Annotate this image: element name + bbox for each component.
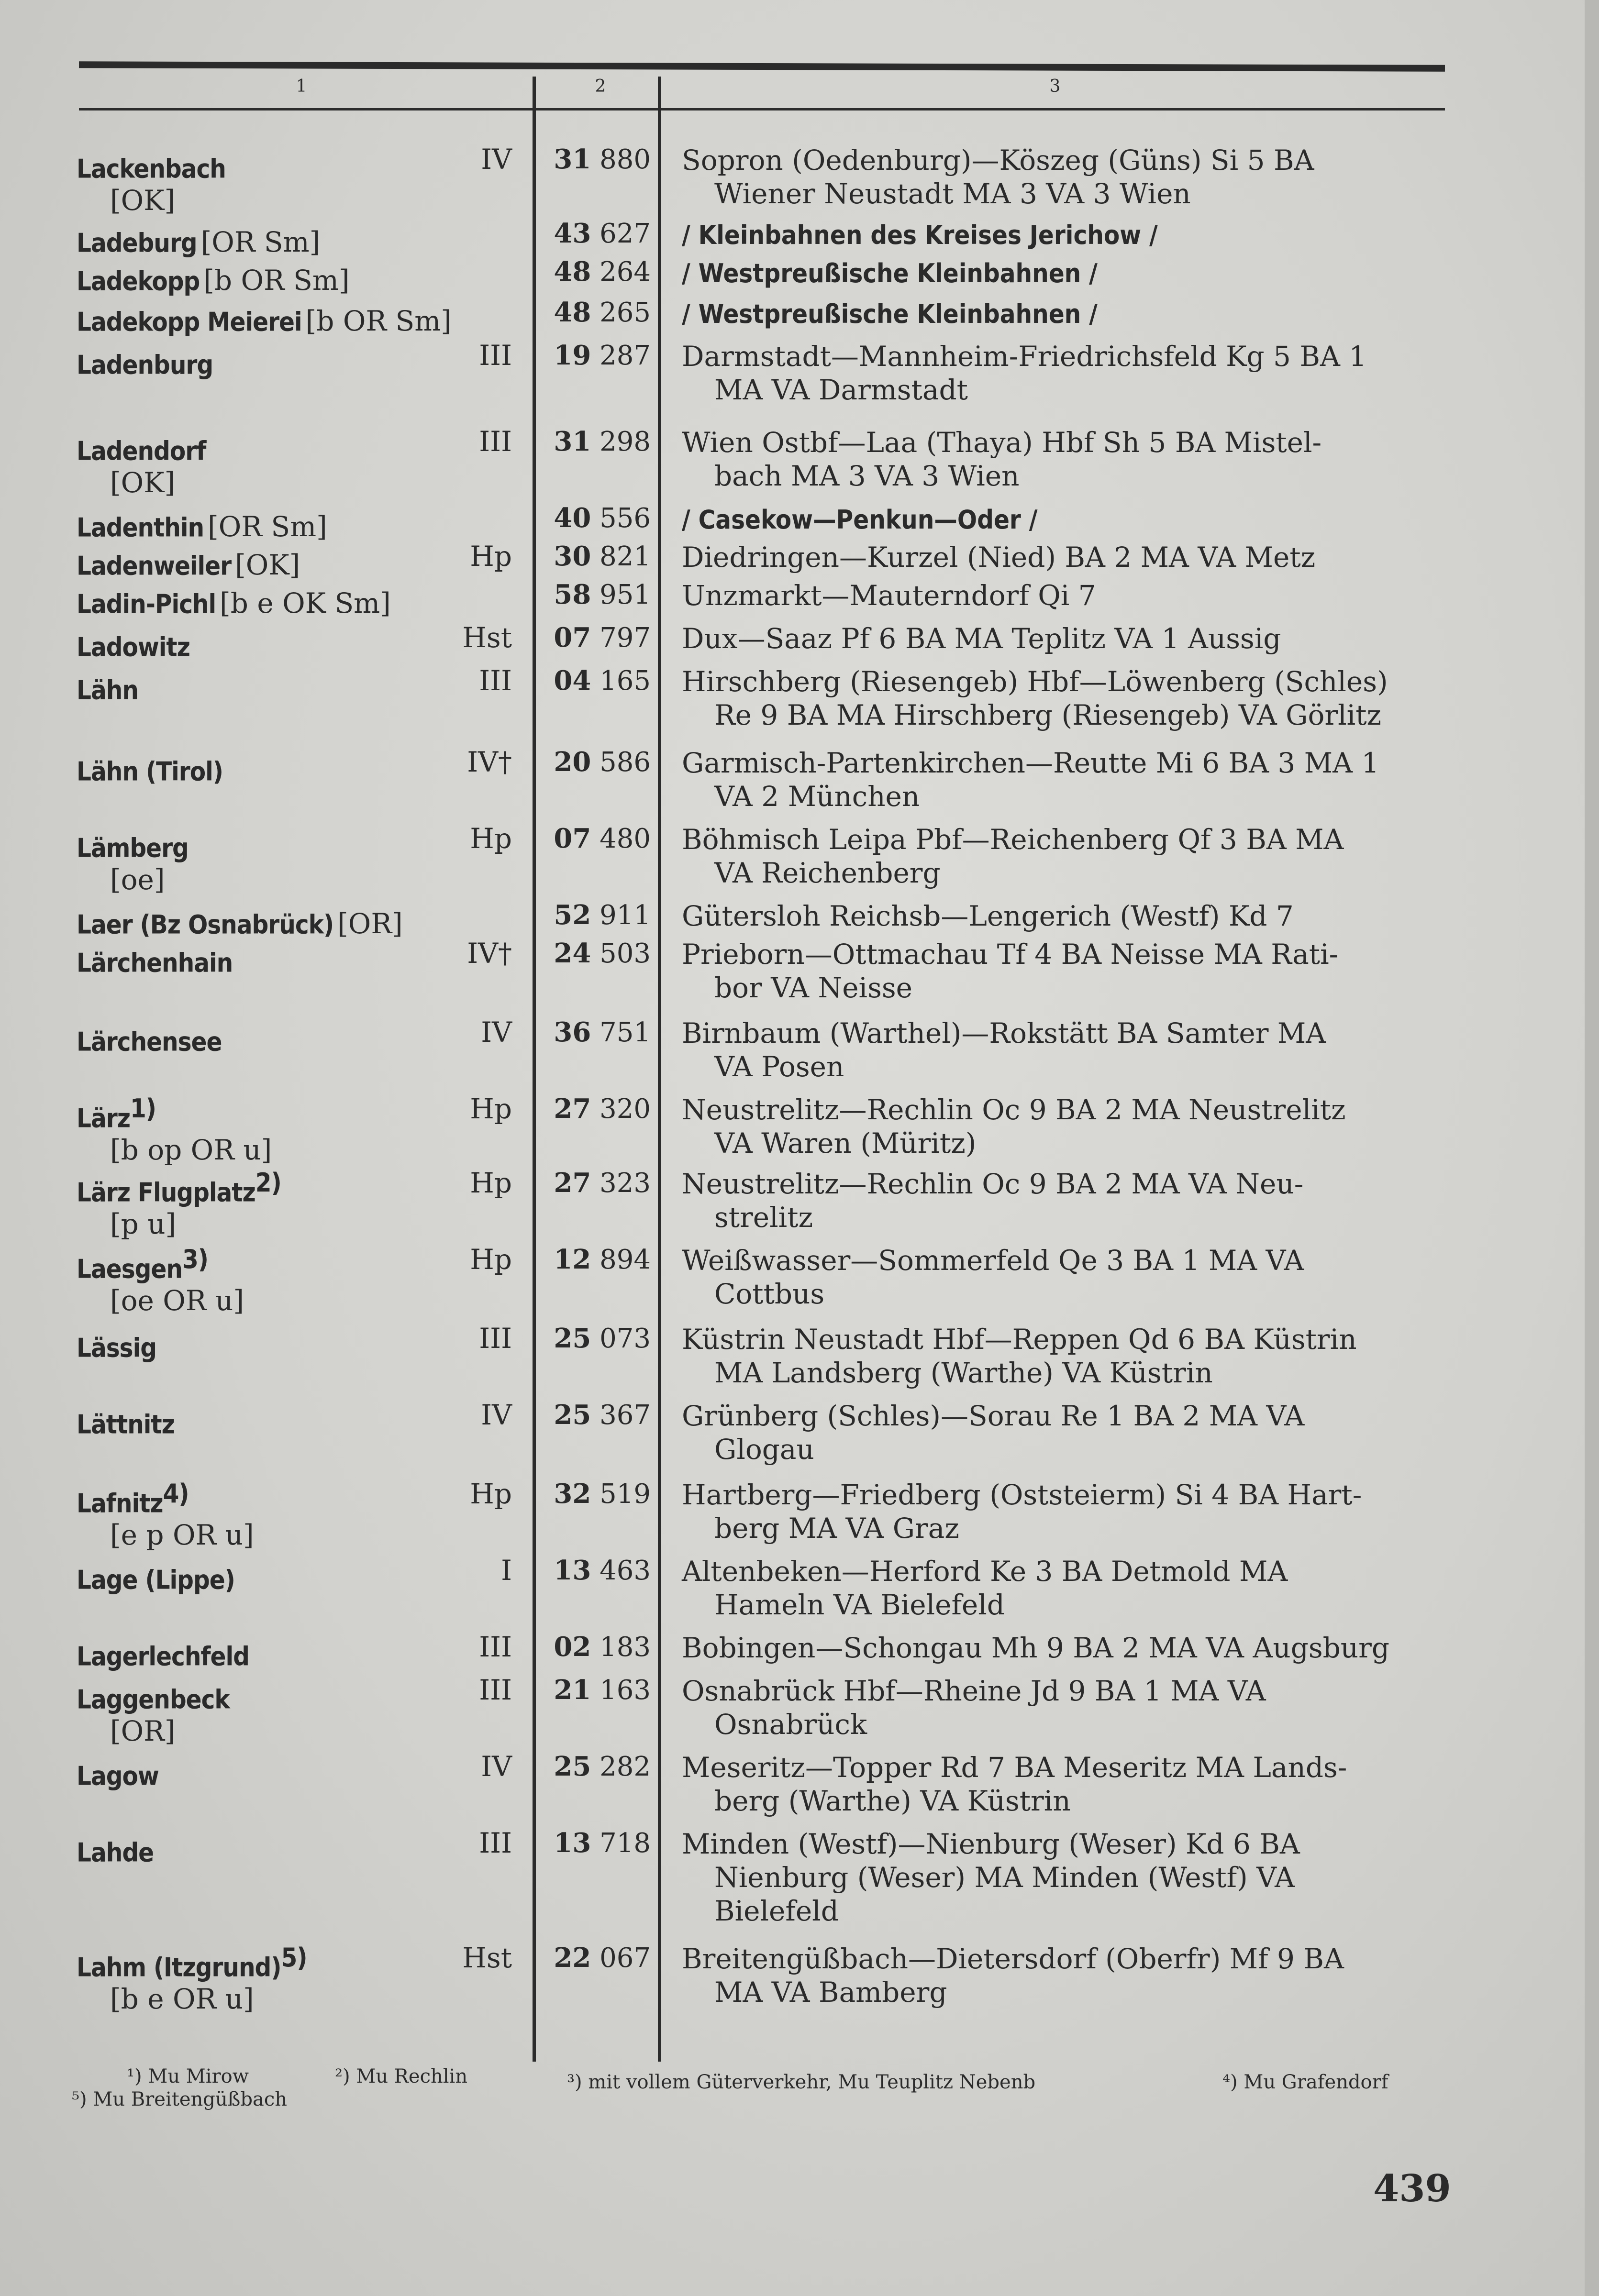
station-number	[545, 502, 651, 534]
station-number	[545, 541, 651, 573]
station-number	[545, 218, 651, 250]
station-name: Lärchensee	[77, 1027, 222, 1057]
station-number	[545, 144, 651, 176]
station-number-suffix: 367	[600, 1400, 651, 1431]
station-name: Lärchenhain	[77, 948, 233, 978]
station-category: IV†	[467, 746, 512, 778]
station-category: III	[479, 339, 512, 372]
station-number-prefix: 32	[554, 1478, 591, 1510]
station-number	[545, 823, 651, 855]
station-number-prefix: 43	[554, 218, 591, 249]
station-number-suffix: 751	[600, 1017, 651, 1048]
station-cell	[77, 1555, 526, 1596]
station-cell	[77, 579, 526, 620]
footnote-1: ¹) Mu Mirow	[127, 2065, 249, 2087]
station-number-suffix: 265	[600, 297, 651, 328]
station-name: Lafnitz	[77, 1488, 163, 1519]
station-number-suffix: 951	[600, 579, 651, 610]
station-number-prefix: 31	[554, 144, 591, 175]
route-line: VA Posen	[714, 1050, 844, 1083]
route-line: MA VA Darmstadt	[714, 374, 968, 406]
station-name: Ladowitz	[77, 632, 190, 662]
station-number-suffix: 323	[600, 1168, 651, 1199]
station-tag: [b op OR u]	[110, 1134, 272, 1167]
route-description	[682, 1827, 1447, 1928]
station-number-prefix: 07	[554, 823, 591, 854]
station-cell	[77, 256, 526, 297]
station-number-suffix: 519	[600, 1479, 651, 1510]
station-name: Ladin-Pichl	[77, 589, 216, 619]
route-description	[682, 665, 1447, 732]
station-number-suffix: 480	[600, 823, 651, 854]
station-number-prefix: 24	[554, 938, 591, 969]
route-line: VA 2 München	[714, 780, 920, 813]
station-name: Lackenbach	[77, 154, 226, 184]
station-category: IV†	[467, 937, 512, 970]
route-line: / Casekow—Penkun—Oder /	[682, 505, 1038, 535]
station-number-prefix: 12	[554, 1244, 591, 1275]
route-line: Hameln VA Bielefeld	[714, 1589, 1005, 1621]
station-number	[545, 622, 651, 654]
station-category: Hp	[470, 540, 512, 573]
station-number-suffix: 073	[600, 1323, 651, 1354]
footnote-marker: 3)	[182, 1244, 208, 1274]
station-tag: [e p OR u]	[110, 1519, 254, 1552]
station-cell	[77, 144, 526, 216]
station-number-prefix: 27	[554, 1093, 591, 1125]
station-number-prefix: 52	[554, 899, 591, 931]
route-description	[682, 1244, 1447, 1311]
station-number	[545, 256, 651, 288]
route-description	[682, 746, 1447, 813]
station-cell	[77, 1942, 526, 2015]
route-line: Gütersloh Reichsb—Lengerich (Westf) Kd 7	[682, 900, 1294, 932]
station-number-suffix: 797	[600, 622, 651, 653]
station-cell	[77, 622, 526, 663]
station-number-suffix: 320	[600, 1093, 651, 1125]
station-number	[545, 746, 651, 778]
station-number	[545, 297, 651, 329]
station-number-suffix: 165	[600, 665, 651, 696]
route-description	[682, 426, 1447, 493]
route-line: / Westpreußische Kleinbahnen /	[682, 299, 1098, 329]
route-line: Neustrelitz—Rechlin Oc 9 BA 2 MA VA Neu-	[682, 1168, 1304, 1200]
footnote-4: ⁴) Mu Grafendorf	[1222, 2071, 1388, 2093]
station-category: IV	[481, 143, 512, 176]
station-name: Ladekopp	[77, 266, 200, 297]
station-cell	[77, 899, 526, 940]
header-col3: 3	[1049, 77, 1061, 96]
route-description	[682, 541, 1447, 574]
route-description	[682, 1478, 1447, 1545]
station-tag: [b e OK Sm]	[220, 587, 391, 620]
route-line: berg MA VA Graz	[714, 1512, 959, 1545]
station-category: III	[479, 1827, 512, 1859]
route-line: Wiener Neustadt MA 3 VA 3 Wien	[714, 177, 1191, 210]
station-number	[545, 1942, 651, 1974]
station-cell	[77, 823, 526, 895]
station-cell	[77, 1016, 526, 1058]
route-line: Hartberg—Friedberg (Oststeierm) Si 4 BA Hart-	[682, 1479, 1362, 1511]
station-number-prefix: 48	[554, 256, 591, 287]
station-category: I	[501, 1554, 512, 1587]
station-tag: [OR Sm]	[200, 226, 321, 259]
station-name: Lättnitz	[77, 1409, 175, 1440]
route-line: Osnabrück	[714, 1708, 867, 1741]
route-description	[682, 297, 1447, 331]
station-name: Ladekopp Meierei	[77, 307, 302, 337]
route-line: Sopron (Oedenburg)—Köszeg (Güns) Si 5 BA	[682, 144, 1314, 177]
station-number-prefix: 20	[554, 746, 591, 778]
route-description	[682, 1942, 1447, 2009]
station-number	[545, 1827, 651, 1859]
station-name: Ladenweiler	[77, 551, 232, 581]
station-name: Ladenthin	[77, 512, 204, 543]
station-number-suffix: 894	[600, 1244, 651, 1275]
station-name: Laesgen	[77, 1254, 182, 1284]
station-category: III	[479, 425, 512, 458]
station-number	[545, 1399, 651, 1431]
footnote-marker: 4)	[163, 1479, 189, 1509]
route-line: Glogau	[714, 1433, 814, 1466]
station-name: Lage (Lippe)	[77, 1565, 235, 1595]
route-description	[682, 622, 1447, 655]
station-number-prefix: 13	[554, 1555, 591, 1586]
station-number-suffix: 718	[600, 1828, 651, 1859]
station-category: III	[479, 1631, 512, 1663]
page-edge	[1585, 0, 1599, 2296]
station-number	[545, 426, 651, 458]
station-cell	[77, 665, 526, 706]
station-number-prefix: 58	[554, 579, 591, 610]
footnote-marker: 2)	[255, 1168, 281, 1198]
route-description	[682, 1751, 1447, 1818]
route-line: Diedringen—Kurzel (Nied) BA 2 MA VA Metz	[682, 541, 1316, 574]
station-tag: [OK]	[235, 549, 300, 582]
station-number-prefix: 30	[554, 541, 591, 572]
station-category: III	[479, 664, 512, 697]
page-number: 439	[1373, 2167, 1451, 2210]
route-description	[682, 144, 1447, 210]
station-category: Hst	[462, 621, 512, 654]
station-number-suffix: 556	[600, 503, 651, 534]
station-cell	[77, 1093, 526, 1166]
route-description	[682, 256, 1447, 290]
route-line: Osnabrück Hbf—Rheine Jd 9 BA 1 MA VA	[682, 1675, 1266, 1707]
route-description	[682, 1323, 1447, 1390]
table-top-rule	[79, 61, 1445, 71]
station-number-suffix: 463	[600, 1555, 651, 1586]
station-number-suffix: 821	[600, 541, 651, 572]
station-tag: [OR]	[110, 1715, 176, 1748]
route-line: bor VA Neisse	[714, 971, 912, 1004]
station-name: Ladenburg	[77, 350, 213, 380]
station-number	[545, 899, 651, 931]
route-description	[682, 1167, 1447, 1234]
route-line: Unzmarkt—Mauterndorf Qi 7	[682, 579, 1096, 612]
station-number-prefix: 25	[554, 1399, 591, 1431]
footnote-marker: 5)	[281, 1943, 307, 1973]
station-number-suffix: 298	[600, 426, 651, 457]
station-number-prefix: 02	[554, 1631, 591, 1663]
station-cell	[77, 1631, 526, 1672]
station-name: Ladeburg	[77, 228, 197, 258]
station-number	[545, 938, 651, 970]
route-line: Altenbeken—Herford Ke 3 BA Detmold MA	[682, 1555, 1288, 1588]
station-number-prefix: 22	[554, 1942, 591, 1974]
station-category: Hp	[470, 822, 512, 855]
header-col1: 1	[296, 77, 307, 96]
station-category: Hp	[470, 1093, 512, 1125]
station-name: Lämberg	[77, 833, 189, 863]
station-tag: [OR]	[337, 907, 403, 940]
route-description	[682, 938, 1447, 1004]
station-name: Lähn	[77, 675, 138, 706]
footnote-2: ²) Mu Rechlin	[335, 2065, 468, 2087]
station-number-suffix: 287	[600, 340, 651, 371]
station-number-suffix: 183	[600, 1632, 651, 1663]
route-description	[682, 1674, 1447, 1741]
station-number-prefix: 04	[554, 665, 591, 696]
station-number-prefix: 48	[554, 297, 591, 328]
station-name: Lässig	[77, 1333, 156, 1363]
station-number-prefix: 36	[554, 1016, 591, 1048]
station-number-suffix: 163	[600, 1675, 651, 1706]
station-number	[545, 1244, 651, 1276]
station-number-prefix: 31	[554, 426, 591, 457]
route-line: Hirschberg (Riesengeb) Hbf—Löwenberg (Schles)	[682, 665, 1388, 698]
route-line: Cottbus	[714, 1278, 825, 1310]
station-cell	[77, 340, 526, 381]
station-number	[545, 665, 651, 697]
station-tag: [OK]	[110, 466, 176, 499]
station-tag: [oe]	[110, 863, 165, 896]
station-number-suffix: 067	[600, 1943, 651, 1974]
route-line: Birnbaum (Warthel)—Rokstätt BA Samter MA	[682, 1017, 1326, 1049]
station-number-suffix: 627	[600, 218, 651, 249]
station-number	[545, 579, 651, 611]
header-col2: 2	[595, 77, 606, 96]
route-line: Minden (Westf)—Nienburg (Weser) Kd 6 BA	[682, 1828, 1300, 1860]
station-number	[545, 340, 651, 372]
route-line: Neustrelitz—Rechlin Oc 9 BA 2 MA Neustrelitz	[682, 1093, 1346, 1126]
route-description	[682, 579, 1447, 612]
station-cell	[77, 1323, 526, 1364]
station-name: Ladendorf	[77, 436, 206, 466]
station-cell	[77, 541, 526, 582]
route-line: Prieborn—Ottmachau Tf 4 BA Neisse MA Rati-	[682, 938, 1339, 971]
station-category: III	[479, 1674, 512, 1706]
route-line: Küstrin Neustadt Hbf—Reppen Qd 6 BA Küstrin	[682, 1323, 1357, 1356]
route-line: Re 9 BA MA Hirschberg (Riesengeb) VA Görlitz	[714, 699, 1382, 731]
station-name: Laggenbeck	[77, 1684, 230, 1715]
table-header-rule	[79, 108, 1445, 110]
route-line: Meseritz—Topper Rd 7 BA Meseritz MA Lands-	[682, 1751, 1347, 1784]
station-number-suffix: 282	[600, 1751, 651, 1782]
station-number-prefix: 40	[554, 502, 591, 534]
station-name: Lagow	[77, 1761, 159, 1791]
station-cell	[77, 1674, 526, 1747]
route-line: Bobingen—Schongau Mh 9 BA 2 MA VA Augsburg	[682, 1632, 1389, 1664]
route-description	[682, 502, 1447, 537]
column-divider-2	[658, 77, 661, 2062]
station-number	[545, 1093, 651, 1125]
station-name: Lärz Flugplatz	[77, 1177, 255, 1208]
station-cell	[77, 218, 526, 259]
station-cell	[77, 1167, 526, 1240]
route-line: / Kleinbahnen des Kreises Jerichow /	[682, 220, 1158, 250]
station-cell	[77, 1399, 526, 1440]
station-tag: [OR Sm]	[208, 510, 327, 543]
route-line: Dux—Saaz Pf 6 BA MA Teplitz VA 1 Aussig	[682, 622, 1281, 655]
station-cell	[77, 502, 526, 543]
route-description	[682, 1631, 1447, 1665]
route-line: Böhmisch Leipa Pbf—Reichenberg Qf 3 BA MA	[682, 823, 1344, 856]
station-number	[545, 1016, 651, 1049]
route-description	[682, 823, 1447, 890]
route-line: berg (Warthe) VA Küstrin	[714, 1785, 1071, 1817]
station-category: IV	[481, 1750, 512, 1783]
station-number-suffix: 503	[600, 938, 651, 969]
route-line: bach MA 3 VA 3 Wien	[714, 460, 1020, 492]
station-name: Lärz	[77, 1103, 130, 1134]
station-number-suffix: 586	[600, 747, 651, 778]
route-description	[682, 1093, 1447, 1160]
station-cell	[77, 1244, 526, 1316]
station-number-prefix: 13	[554, 1827, 591, 1859]
footnote-marker: 1)	[130, 1093, 156, 1124]
route-description	[682, 340, 1447, 407]
station-name: Lagerlechfeld	[77, 1641, 249, 1672]
station-category: IV	[481, 1399, 512, 1431]
route-description	[682, 218, 1447, 252]
station-cell	[77, 746, 526, 787]
station-category: III	[479, 1322, 512, 1355]
station-tag: [b e OR u]	[110, 1983, 254, 2016]
route-line: Grünberg (Schles)—Sorau Re 1 BA 2 MA VA	[682, 1400, 1305, 1432]
route-line: strelitz	[714, 1201, 813, 1234]
station-cell	[77, 1478, 526, 1551]
station-category: Hp	[470, 1243, 512, 1276]
station-cell	[77, 426, 526, 498]
station-tag: [p u]	[110, 1208, 177, 1241]
route-line: VA Reichenberg	[714, 857, 941, 889]
route-line: / Westpreußische Kleinbahnen /	[682, 258, 1098, 288]
route-line: MA Landsberg (Warthe) VA Küstrin	[714, 1357, 1213, 1389]
footnote-5: ⁵) Mu Breitengüßbach	[72, 2088, 287, 2110]
column-divider-1	[533, 77, 536, 2062]
route-line: MA VA Bamberg	[714, 1976, 947, 2009]
route-description	[682, 899, 1447, 933]
station-number-suffix: 880	[600, 144, 651, 175]
station-tag: [b OR Sm]	[305, 305, 452, 338]
route-line: Weißwasser—Sommerfeld Qe 3 BA 1 MA VA	[682, 1244, 1304, 1277]
station-number	[545, 1674, 651, 1706]
station-name: Lahde	[77, 1837, 154, 1868]
station-number	[545, 1555, 651, 1587]
route-line: Breitengüßbach—Dietersdorf (Oberfr) Mf 9 BA	[682, 1943, 1344, 1975]
station-number	[545, 1478, 651, 1510]
station-name: Laer (Bz Osnabrück)	[77, 909, 334, 940]
station-cell	[77, 1827, 526, 1868]
station-cell	[77, 1751, 526, 1792]
route-line: VA Waren (Müritz)	[714, 1127, 977, 1159]
station-category: IV	[481, 1016, 512, 1049]
footnote-3: ³) mit vollem Güterverkehr, Mu Teuplitz Nebenb	[567, 2071, 1036, 2093]
route-line: Bielefeld	[714, 1895, 839, 1927]
station-number-prefix: 25	[554, 1323, 591, 1354]
route-line: Garmisch-Partenkirchen—Reutte Mi 6 BA 3 MA 1	[682, 747, 1379, 779]
station-number-suffix: 911	[600, 900, 651, 931]
route-description	[682, 1399, 1447, 1466]
route-line: Wien Ostbf—Laa (Thaya) Hbf Sh 5 BA Mistel-	[682, 426, 1322, 459]
station-category: Hp	[470, 1167, 512, 1199]
route-description	[682, 1016, 1447, 1083]
station-number-prefix: 07	[554, 622, 591, 653]
station-number	[545, 1631, 651, 1663]
station-tag: [b OR Sm]	[203, 264, 350, 297]
station-number	[545, 1751, 651, 1783]
station-number	[545, 1167, 651, 1199]
station-name: Lahm (Itzgrund)	[77, 1952, 281, 1983]
station-category: Hst	[462, 1942, 512, 1974]
route-description	[682, 1555, 1447, 1622]
station-number-suffix: 264	[600, 256, 651, 287]
station-cell	[77, 938, 526, 979]
station-cell	[77, 297, 526, 338]
station-number-prefix: 25	[554, 1751, 591, 1782]
station-number-prefix: 27	[554, 1167, 591, 1199]
station-category: Hp	[470, 1478, 512, 1510]
station-number	[545, 1323, 651, 1355]
station-number-prefix: 21	[554, 1674, 591, 1706]
station-tag: [OK]	[110, 184, 176, 217]
station-number-prefix: 19	[554, 340, 591, 371]
route-line: Nienburg (Weser) MA Minden (Westf) VA	[714, 1861, 1295, 1894]
station-name: Lähn (Tirol)	[77, 756, 223, 787]
route-line: Darmstadt—Mannheim-Friedrichsfeld Kg 5 BA 1	[682, 340, 1367, 373]
station-tag: [oe OR u]	[110, 1284, 244, 1317]
